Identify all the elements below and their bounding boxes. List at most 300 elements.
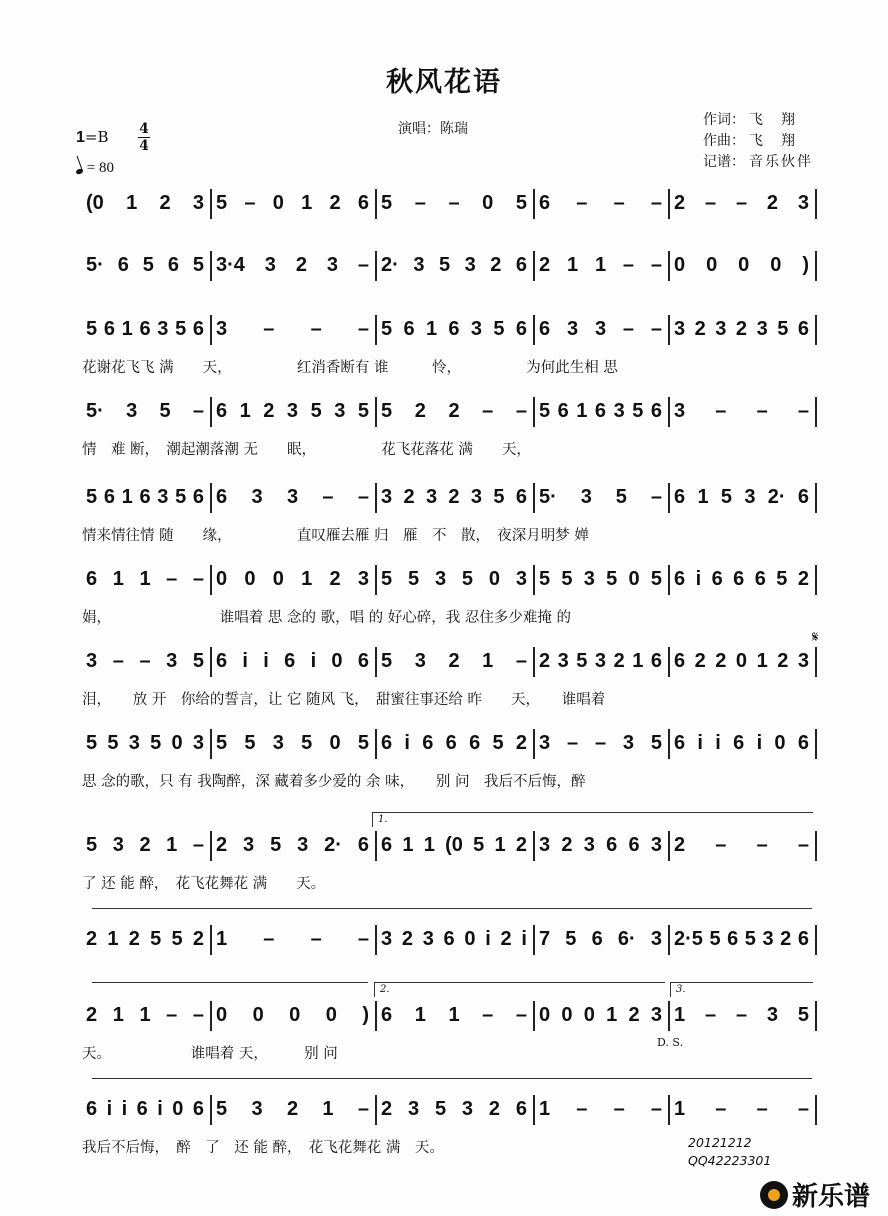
bar-line <box>668 729 670 759</box>
bar-line <box>375 315 377 345</box>
measure <box>216 834 369 857</box>
note: i <box>242 650 248 672</box>
note: – <box>613 192 625 214</box>
note: 0 <box>216 568 228 590</box>
measure <box>86 1004 204 1027</box>
note: 2· <box>324 834 342 856</box>
note: 1 <box>301 568 313 590</box>
note: 3 <box>613 400 625 422</box>
key-signature <box>76 128 109 147</box>
bar-line <box>815 1001 817 1031</box>
note: – <box>112 650 124 672</box>
note: 2 <box>263 400 275 422</box>
note: 3 <box>434 568 447 590</box>
note: – <box>263 318 275 340</box>
note: 1 <box>632 650 644 672</box>
volta-3-label: 3. <box>676 984 686 995</box>
note: 2 <box>216 834 228 856</box>
note: 3 <box>297 834 309 856</box>
note: 2 <box>780 928 792 950</box>
note: – <box>357 1098 369 1120</box>
composer-credit <box>703 131 813 152</box>
measure <box>86 928 204 951</box>
note: 5 <box>381 650 393 672</box>
note: 5 <box>86 732 98 754</box>
note: i <box>106 1098 113 1120</box>
note: i <box>485 928 491 950</box>
quarter-note-icon <box>75 168 83 175</box>
measure <box>539 568 662 591</box>
note: 3 <box>264 254 276 276</box>
note: 0 <box>735 650 748 672</box>
bar-line <box>533 647 535 677</box>
bar-line <box>210 397 212 427</box>
note: 6 <box>357 192 369 214</box>
bar-line <box>533 565 535 595</box>
note: 0 <box>488 568 500 590</box>
note: 1 <box>674 1098 686 1120</box>
note: 3 <box>157 318 169 340</box>
volta-2-bracket <box>374 982 665 997</box>
segno-icon: 𝄋 <box>812 628 819 646</box>
note: 5 <box>171 928 183 950</box>
measure <box>674 192 809 215</box>
note: 1 <box>594 254 607 276</box>
key-degree: 1 <box>76 129 85 146</box>
note: 3 <box>650 1004 662 1026</box>
note: 1 <box>216 928 228 950</box>
lyrics-line: 情 难 断， 潮起潮落潮 无 眠， 花飞花落花 满 天， <box>82 442 531 458</box>
note: – <box>735 1004 748 1026</box>
note: 2 <box>192 928 204 950</box>
note: 0 <box>674 254 686 276</box>
note: i <box>756 732 763 754</box>
note: 0 <box>216 1004 228 1026</box>
volta-3-bracket <box>670 982 813 997</box>
note: 3 <box>243 834 255 856</box>
note: – <box>515 650 527 672</box>
singer-credit: 演唱：陈瑞 <box>398 121 468 137</box>
note: – <box>735 192 748 214</box>
note: i <box>697 732 703 754</box>
note: 0 <box>289 1004 301 1026</box>
note: 3·4 <box>216 254 245 276</box>
note: – <box>756 400 768 422</box>
note: 2 <box>613 650 625 672</box>
bar-line <box>210 565 212 595</box>
note: 3 <box>326 254 338 276</box>
note: 5 <box>381 400 393 422</box>
lyrics-line: 了 还 能 醉， 花飞花舞花 满 天。 <box>82 876 326 892</box>
bar-line <box>375 565 377 595</box>
bar-line <box>815 729 817 759</box>
note: 3 <box>470 318 482 340</box>
note: 2 <box>561 834 573 856</box>
note: 2 <box>490 254 502 276</box>
note: 3 <box>251 1098 263 1120</box>
volta-1-bracket <box>372 812 813 827</box>
note: 0 <box>770 254 782 276</box>
note: – <box>244 192 256 214</box>
note: 6 <box>797 928 809 950</box>
measure <box>86 254 204 277</box>
note: 3 <box>192 732 204 754</box>
note: 2 <box>86 1004 98 1026</box>
lyrics-line: 天。 谁唱着 天， 别 问 <box>82 1046 338 1062</box>
lyrics-line: 泪， 放 开 你给的誓言，让 它 随风 飞， 甜蜜往事还给 昨 天， 谁唱着 <box>82 692 606 708</box>
note: i <box>404 732 410 754</box>
note: 0 <box>331 650 343 672</box>
note: 6· <box>617 928 636 950</box>
note: 1 <box>566 254 579 276</box>
note: 5· <box>86 254 104 276</box>
measure <box>539 318 662 341</box>
bar-line <box>375 189 377 219</box>
note: 3 <box>425 486 438 508</box>
note: 5 <box>473 834 485 856</box>
bar-line <box>375 251 377 281</box>
note: 6 <box>594 400 607 422</box>
note: 3 <box>762 928 774 950</box>
note: 6 <box>539 318 551 340</box>
note: 2 <box>295 254 307 276</box>
note: 1 <box>697 486 709 508</box>
note: 5 <box>493 486 505 508</box>
measure <box>216 732 369 755</box>
note: 6 <box>284 650 296 672</box>
note: 5· <box>86 400 104 422</box>
note: 3 <box>539 834 551 856</box>
note: – <box>322 486 334 508</box>
note: 2 <box>488 1098 500 1120</box>
note: – <box>594 732 607 754</box>
note: 0 <box>464 928 476 950</box>
note: 5 <box>381 568 393 590</box>
note: 5 <box>270 834 282 856</box>
bar-line <box>815 565 817 595</box>
note: 6 <box>674 568 686 590</box>
note: 0 <box>738 254 750 276</box>
measure <box>674 318 809 341</box>
measure <box>674 1004 809 1027</box>
note: 3 <box>756 318 768 340</box>
note: 3 <box>216 318 228 340</box>
measure <box>539 400 662 423</box>
measure <box>381 568 527 591</box>
note: 3 <box>112 834 124 856</box>
bar-line <box>375 831 377 861</box>
note: 2 <box>539 650 551 672</box>
note: – <box>576 192 588 214</box>
bar-line <box>210 483 212 513</box>
note: (0 <box>445 834 463 856</box>
volta-1-end-line <box>92 982 368 983</box>
note: 3 <box>251 486 263 508</box>
bar-line <box>375 1001 377 1031</box>
measure <box>674 928 809 951</box>
note: 6 <box>117 254 129 276</box>
ds-marking: D. S. <box>657 1036 684 1049</box>
note: 0 <box>482 192 494 214</box>
note: 6 <box>727 928 739 950</box>
note: – <box>704 192 717 214</box>
note: 3 <box>286 400 299 422</box>
note: 0 <box>252 1004 264 1026</box>
measure <box>539 1004 662 1027</box>
measure <box>539 486 662 509</box>
note: 3 <box>464 254 476 276</box>
lyrics-line: 思 念的歌，只 有 我陶醉，深 藏着多少爱的 余 味， 别 问 我后不后悔，醉 <box>82 774 586 790</box>
note: 6 <box>103 486 115 508</box>
volta-3-continuation-line <box>92 1078 812 1079</box>
note: 5· <box>539 486 557 508</box>
measure <box>381 400 527 423</box>
note: – <box>715 834 727 856</box>
note: 6 <box>192 1098 204 1120</box>
measure <box>216 568 369 591</box>
note: 3 <box>128 732 140 754</box>
note: 1 <box>121 486 133 508</box>
note: 0 <box>583 1004 595 1026</box>
note: 1 <box>107 928 119 950</box>
lyrics-line: 情来情往情 随 缘， 直叹雁去雁 归 雁 不 散， 夜深月明梦 婵 <box>82 528 589 544</box>
note: 1 <box>448 1004 460 1026</box>
note: 1 <box>139 1004 151 1026</box>
note: 5 <box>216 732 228 754</box>
note: 5 <box>615 486 627 508</box>
note: 1 <box>239 400 251 422</box>
measure <box>381 732 527 755</box>
note: 6 <box>515 254 527 276</box>
note: – <box>482 1004 494 1026</box>
bar-line <box>533 189 535 219</box>
note: 5 <box>565 928 577 950</box>
bar-line <box>533 397 535 427</box>
note: 6 <box>797 318 809 340</box>
measure <box>381 318 527 341</box>
note: – <box>613 1098 625 1120</box>
note: 3 <box>86 650 98 672</box>
note: 2 <box>448 486 460 508</box>
note: 3 <box>286 486 299 508</box>
note: – <box>192 834 204 856</box>
note: 6 <box>650 650 662 672</box>
transcriber-qq: QQ42223301 <box>688 1153 772 1168</box>
bar-line <box>815 315 817 345</box>
note: 5 <box>561 568 573 590</box>
measure <box>674 486 809 509</box>
note: 2 <box>448 400 460 422</box>
note: 3 <box>192 192 204 214</box>
note: – <box>357 928 369 950</box>
note: 0 <box>628 568 640 590</box>
measure <box>86 650 204 673</box>
bar-line <box>375 397 377 427</box>
bar-line <box>668 483 670 513</box>
note: 1 <box>756 650 768 672</box>
note: 3 <box>357 568 369 590</box>
note: 5 <box>301 732 313 754</box>
note: 6 <box>515 486 527 508</box>
time-sig-top: 4 <box>139 121 149 137</box>
measure <box>674 732 809 755</box>
measure <box>674 1098 809 1121</box>
bar-line <box>815 1095 817 1125</box>
bar-line <box>815 189 817 219</box>
note: 6 <box>539 192 551 214</box>
bar-line <box>375 483 377 513</box>
note: 3 <box>766 1004 779 1026</box>
measure <box>86 486 204 509</box>
note: 3 <box>797 192 809 214</box>
note: i <box>263 650 269 672</box>
measure <box>539 732 662 755</box>
note: 6 <box>403 318 415 340</box>
measure <box>381 254 527 277</box>
key-note: =B <box>84 128 109 146</box>
note: i <box>121 1098 128 1120</box>
note: 0 <box>171 732 183 754</box>
note: 2 <box>777 650 789 672</box>
measure <box>539 650 662 673</box>
note: 1 <box>402 834 414 856</box>
composer-value: 飞 翔 <box>749 133 797 149</box>
note: – <box>357 318 369 340</box>
bar-line <box>668 397 670 427</box>
credits-block <box>703 110 813 173</box>
bar-line <box>815 483 817 513</box>
note: 5 <box>357 400 369 422</box>
note: i <box>157 1098 163 1120</box>
note: 0 <box>706 254 718 276</box>
measure <box>216 486 369 509</box>
brand-name: 新乐谱 <box>792 1182 871 1212</box>
note: 5 <box>150 928 162 950</box>
note: 1 <box>423 834 435 856</box>
note: – <box>650 318 662 340</box>
measure <box>216 318 369 341</box>
bar-line <box>815 831 817 861</box>
note: 5 <box>216 1098 228 1120</box>
note: 6 <box>674 486 686 508</box>
note: ) <box>802 254 809 276</box>
note: i <box>715 732 721 754</box>
note: 6 <box>139 318 151 340</box>
note: 2 <box>515 834 527 856</box>
note: 6 <box>733 732 745 754</box>
note: 2 <box>694 650 706 672</box>
note: 6 <box>557 400 569 422</box>
note: – <box>756 1098 768 1120</box>
measure <box>216 192 369 215</box>
note: – <box>448 192 460 214</box>
note: – <box>650 1098 662 1120</box>
note: 3 <box>744 486 756 508</box>
note: 6 <box>469 732 481 754</box>
note: 6 <box>448 318 460 340</box>
note: 2 <box>381 1098 393 1120</box>
bar-line <box>668 251 670 281</box>
note: 1 <box>606 1004 618 1026</box>
note: 5 <box>175 486 187 508</box>
note: 3 <box>622 732 635 754</box>
note: 2 <box>500 928 512 950</box>
note: 3 <box>650 834 662 856</box>
note: 3 <box>674 400 686 422</box>
note: 5 <box>244 732 256 754</box>
measure <box>86 318 204 341</box>
measure <box>216 1098 369 1121</box>
note: 2 <box>694 318 706 340</box>
bar-line <box>210 925 212 955</box>
bar-line <box>815 925 817 955</box>
note: 6 <box>216 486 228 508</box>
note: 6 <box>733 568 745 590</box>
note: 3 <box>407 1098 420 1120</box>
note: 2 <box>674 192 686 214</box>
note: 2 <box>286 1098 299 1120</box>
note: 6 <box>591 928 603 950</box>
note: – <box>166 568 178 590</box>
note: 6 <box>754 568 766 590</box>
note: 3 <box>422 928 434 950</box>
note: 3 <box>461 1098 474 1120</box>
note: 5 <box>310 400 322 422</box>
note: 3 <box>583 568 595 590</box>
note: 5 <box>86 834 98 856</box>
note: 2 <box>674 834 686 856</box>
note: 0 <box>774 732 786 754</box>
note: 5 <box>381 318 393 340</box>
note: 5 <box>150 732 162 754</box>
note: 6 <box>192 318 204 340</box>
note: 3 <box>715 318 727 340</box>
note: 5 <box>744 928 756 950</box>
note: 3 <box>557 650 569 672</box>
note: 6 <box>86 568 98 590</box>
bar-line <box>533 729 535 759</box>
note: 3 <box>650 928 662 950</box>
note: 5 <box>515 192 527 214</box>
bar-line <box>375 1095 377 1125</box>
note: 6 <box>357 834 369 856</box>
note: – <box>650 486 662 508</box>
note: 6 <box>103 318 115 340</box>
note: i <box>695 568 702 590</box>
note: 6 <box>381 834 393 856</box>
note: 1 <box>494 834 506 856</box>
note: – <box>715 400 727 422</box>
measure <box>381 834 527 857</box>
note: 2 <box>139 834 151 856</box>
note: 6 <box>167 254 179 276</box>
measure <box>216 254 369 277</box>
note: 6 <box>216 400 228 422</box>
note: 3 <box>594 650 607 672</box>
note: – <box>139 650 151 672</box>
bar-line <box>815 251 817 281</box>
note: 2 <box>159 192 171 214</box>
bar-line <box>668 189 670 219</box>
measure <box>674 254 809 277</box>
note: 1 <box>112 568 124 590</box>
time-signature <box>138 122 150 153</box>
note: 3 <box>515 568 527 590</box>
bar-line <box>668 925 670 955</box>
note: 3 <box>126 400 138 422</box>
measure <box>86 568 204 591</box>
measure <box>216 1004 369 1027</box>
